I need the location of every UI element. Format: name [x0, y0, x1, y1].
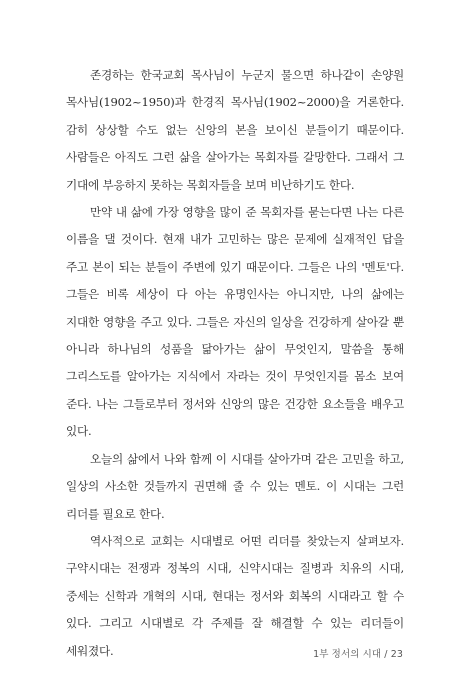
paragraph: 만약 내 삶에 가장 영향을 많이 준 목회자를 묻는다면 나는 다른 이름을 댈 것이다. 현재 내가 고민하는 많은 문제에 실재적인 답을 주고 본이 되는 분들이 주변에 있기 때문이다. 그들은 나의 '멘토'다. 그들은 비록 세상이 다 아는 유명인사는 아니지만, 나의 삶에는 지대한 영향을 주고 있다. 그들은 자신의 일상을 건강하게 살아갈 뿐 아니라 하나님의 성품을 닮아가는 삶이 무엇인지, 말씀을 통해 그리스도를 알아가는 지식에서 자라는 것이 무엇인지를 몸소 보여 준다. 나는 그들로부터 정서와 신앙의 많은 건강한 요소들을 배우고 있다.	[66, 205, 404, 439]
body-text	[66, 62, 404, 665]
page-footer: 1부 정서의 시대 / 23	[313, 649, 403, 660]
paragraph: 역사적으로 교회는 시대별로 어떤 리더를 찾았는지 살펴보자. 구약시대는 전쟁과 정복의 시대, 신약시대는 질병과 치유의 시대, 중세는 신학과 개혁의 시대, 현대는 정서와 회복의 시대라고 할 수 있다. 그리고 시대별로 각 주제를 잘 해결할 수 있는 리더들이 세워졌다.	[66, 533, 404, 658]
paragraph: 존경하는 한국교회 목사님이 누군지 물으면 하나같이 손양원 목사님(1902~1950)과 한경직 목사님(1902~2000)을 거론한다. 감히 상상할 수도 없는 신앙의 본을 보이신 분들이기 때문이다. 사람들은 아직도 그런 삶을 살아가는 목회자를 갈망한다. 그래서 그 기대에 부응하지 못하는 목회자들을 보며 비난하기도 한다.	[66, 68, 404, 192]
paragraph: 오늘의 삶에서 나와 함께 이 시대를 살아가며 같은 고민을 하고, 일상의 사소한 것들까지 권면해 줄 수 있는 멘토. 이 시대는 그런 리더를 필요로 한다.	[66, 451, 404, 521]
